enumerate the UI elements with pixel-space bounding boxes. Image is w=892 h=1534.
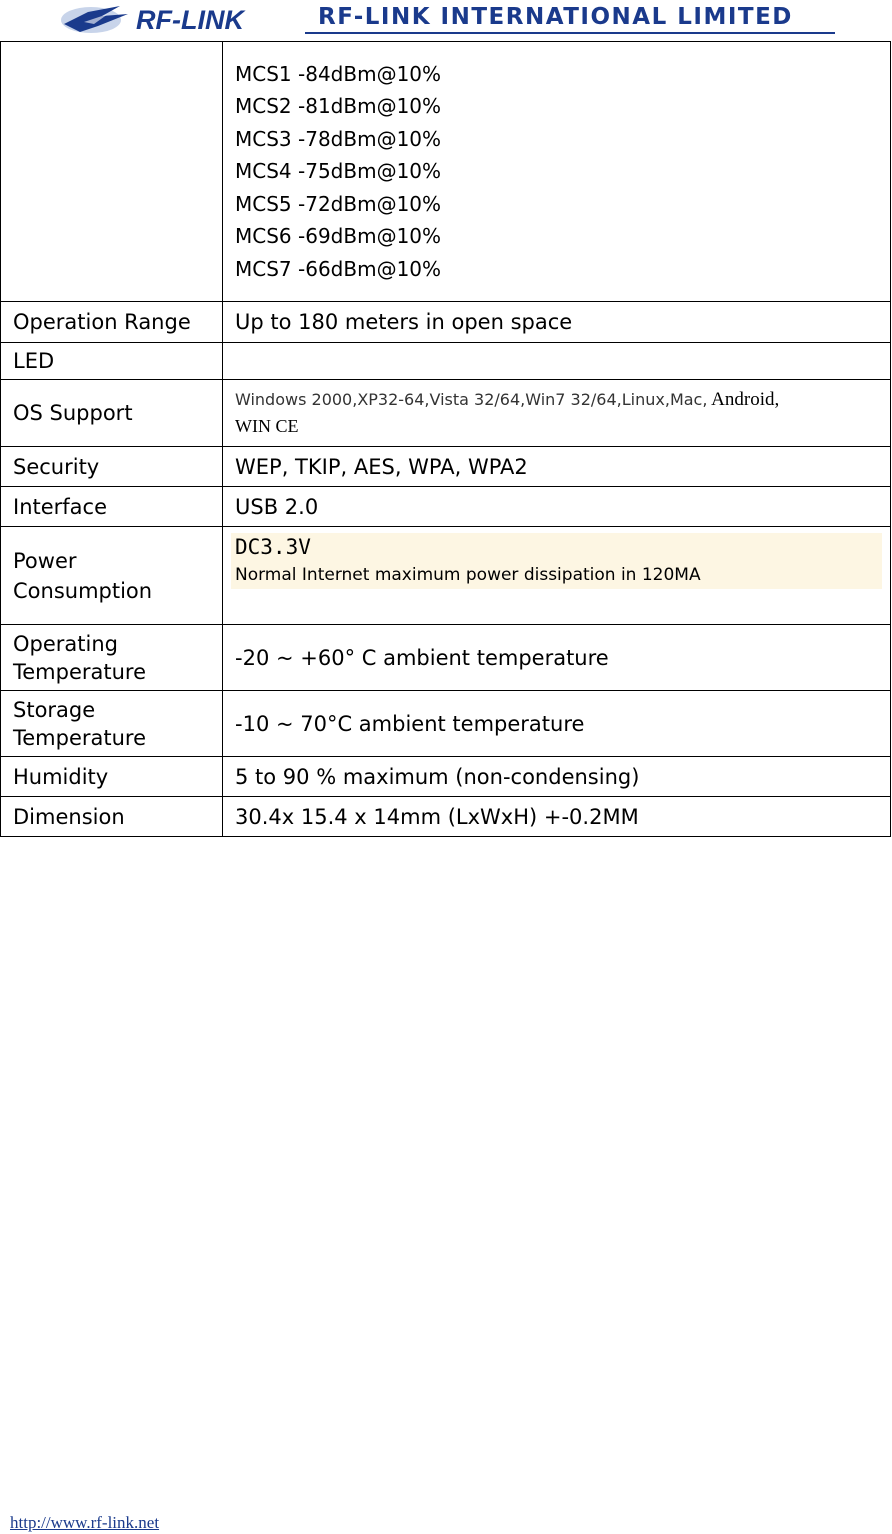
mcs-line: MCS6 -69dBm@10% [235, 224, 442, 249]
spec-label [1, 527, 223, 625]
mcs-line: MCS1 -84dBm@10% [235, 61, 442, 86]
table-row [1, 691, 891, 757]
table-row [1, 527, 891, 625]
spec-value: Up to 180 meters in open space [223, 302, 891, 343]
spec-label: Interface [1, 487, 223, 527]
spec-label-line: Storage [13, 697, 96, 722]
company-name: RF-LINK INTERNATIONAL LIMITED [318, 4, 793, 30]
table-row [1, 447, 891, 487]
os-list: Windows 2000,XP32-64,Vista 32/64,Win7 32/64,Linux,Mac, [235, 390, 708, 409]
spec-value: WEP, TKIP, AES, WPA, WPA2 [223, 447, 891, 487]
spec-label: OS Support [1, 380, 223, 447]
spec-value: 5 to 90 % maximum (non-condensing) [223, 757, 891, 797]
power-voltage: DC3.3V [235, 535, 311, 559]
spec-value: -20 ~ +60° C ambient temperature [223, 625, 891, 691]
spec-value: USB 2.0 [223, 487, 891, 527]
table-row [1, 343, 891, 380]
mcs-line: MCS3 -78dBm@10% [235, 126, 442, 151]
table-row [1, 302, 891, 343]
spec-label-line: Temperature [13, 659, 147, 684]
spec-table [0, 41, 891, 837]
table-row [1, 42, 891, 302]
power-highlight [231, 533, 882, 589]
spec-value [223, 527, 891, 625]
spec-label-line: Power [13, 548, 77, 573]
spec-label [1, 625, 223, 691]
table-row [1, 757, 891, 797]
mcs-line: MCS2 -81dBm@10% [235, 94, 442, 119]
os-support-line [235, 387, 890, 413]
spec-label: Humidity [1, 757, 223, 797]
table-row [1, 380, 891, 447]
mcs-line: MCS4 -75dBm@10% [235, 159, 442, 184]
sensitivity-cell [223, 42, 891, 302]
svg-text:RF-LINK: RF-LINK [136, 5, 244, 35]
spec-label: Security [1, 447, 223, 487]
spec-label-line: Operating [13, 631, 118, 656]
header-divider [305, 32, 835, 34]
spec-value: 30.4x 15.4 x 14mm (LxWxH) +-0.2MM [223, 797, 891, 837]
spec-value [223, 380, 891, 447]
spec-label [1, 691, 223, 757]
os-list-android: Android, [707, 389, 780, 410]
spec-label: Operation Range [1, 302, 223, 343]
spec-value [223, 343, 891, 380]
company-logo [58, 2, 308, 36]
os-support-line: WIN CE [235, 416, 299, 436]
mcs-line: MCS5 -72dBm@10% [235, 191, 442, 216]
table-row [1, 487, 891, 527]
letterhead [0, 0, 892, 44]
spec-label-line: Consumption [13, 578, 153, 603]
website-link[interactable]: http://www.rf-link.net [10, 1513, 160, 1532]
table-row [1, 797, 891, 837]
table-row [1, 625, 891, 691]
rf-link-logo-icon [58, 2, 308, 36]
spec-label-empty [1, 42, 223, 302]
spec-label-line: Temperature [13, 725, 147, 750]
spec-label: Dimension [1, 797, 223, 837]
power-description: Normal Internet maximum power dissipation in 120MA [235, 565, 701, 585]
spec-value: -10 ~ 70°C ambient temperature [223, 691, 891, 757]
spec-label: LED [1, 343, 223, 380]
mcs-line: MCS7 -66dBm@10% [235, 256, 442, 281]
